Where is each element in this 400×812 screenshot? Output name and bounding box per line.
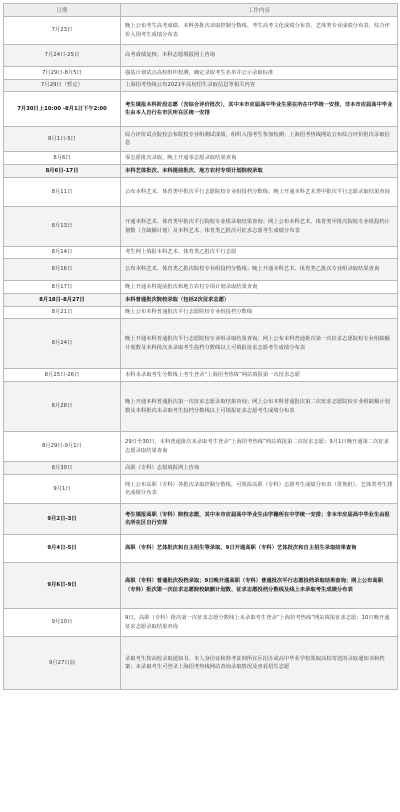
row-content: 晚上开通本科提前批次和地方农村专项计划录取结果查询 bbox=[121, 281, 398, 294]
row-content: 考生填报本科阶段志愿（含综合评价批次），其中本市应届高中毕业生须在所在中学统一安排，非本市应届高中毕业生由本人自行在市区所在区统一安排 bbox=[121, 92, 398, 127]
row-content: 29日至30日，本科普通批次未录取考生登录“上海招考热线”网站填报第二次征求志愿；9月1日晚开通第二次征求志愿录取结果查询 bbox=[121, 432, 398, 462]
row-content: 强基计划试点高校组织校测，确定录取考生名单并公示录取标准 bbox=[121, 67, 398, 80]
row-date: 8月6日 bbox=[4, 152, 121, 165]
row-content: 高职（专科）普通批次投档录取；9日晚开通高职（专科）普通批次平行志愿投档录取结果查询；网上公布高职（专科）批次第一次征求志愿院校缺额计划数、征求志愿投档分数线及线上未录取考生成绩分布表 bbox=[121, 563, 398, 609]
row-date: 9月27日前 bbox=[4, 637, 121, 690]
row-content: 晚上公布考生高考成绩、本科各批次录取控制分数线、考生高考文化成绩分布表、艺体类专业成绩分布表、综合评价入围考生成绩分布表 bbox=[121, 17, 398, 45]
row-date: 8月16日 bbox=[4, 259, 121, 281]
row-content: 公布本科艺术、体育类甲批次平行志愿院校专业组投档分数线；晚上开通本科艺术类甲批次平行志愿录取结果查询 bbox=[121, 178, 398, 207]
table-row bbox=[4, 67, 398, 80]
table-row bbox=[4, 294, 398, 307]
table-row bbox=[4, 92, 398, 127]
row-date: 8月25日-26日 bbox=[4, 369, 121, 382]
row-date: 7月29日-8月5日 bbox=[4, 67, 121, 80]
table-row bbox=[4, 247, 398, 259]
row-content: 高职（专科）艺体批次和自主招生等录取，9日开通高职（专科）艺体批次和自主招生录取结果查询 bbox=[121, 535, 398, 563]
row-date: 8月6日-17日 bbox=[4, 165, 121, 178]
table-row bbox=[4, 207, 398, 247]
row-date: 8月21日 bbox=[4, 307, 121, 319]
row-content: 考生填报高职（专科）院校志愿，其中本市应届高中毕业生由学籍所在中学统一安排；非本市应届高中毕业生由报名所在区自行安排 bbox=[121, 504, 398, 535]
table-row bbox=[4, 475, 398, 504]
row-date: 8月17日 bbox=[4, 281, 121, 294]
table-row bbox=[4, 127, 398, 152]
schedule-table bbox=[3, 3, 398, 690]
row-content: 高考成绩复核；本科志愿填报网上咨询 bbox=[121, 45, 398, 67]
row-date: 8月13日 bbox=[4, 207, 121, 247]
table-row bbox=[4, 165, 398, 178]
row-content: 网上公布高职（专科）各批次录取控制分数线，可填报高职（专科）志愿考生成绩分布表（常规批）、艺体类考生排名成绩分布表 bbox=[121, 475, 398, 504]
row-date: 9月4日-5日 bbox=[4, 535, 121, 563]
table-row bbox=[4, 432, 398, 462]
row-content: 录取考生按高校录取通知书、本人身份证和准考证到所在区招办或高中毕业学校领取高校寄送的录取通知书和档案；未录取考生可登录上海招考热线网站查询录取情况及查看招生志愿 bbox=[121, 637, 398, 690]
row-content: 晚上公布本科普通批次平行志愿院校专业组投档分数线 bbox=[121, 307, 398, 319]
row-content: 综合评价试点院校公布院校专业组测试成绩，组织入围考生参加校测；上海招考热线网站公布综合评价批次录取信息 bbox=[121, 127, 398, 152]
table-row bbox=[4, 504, 398, 535]
table-row bbox=[4, 637, 398, 690]
table-row bbox=[4, 609, 398, 637]
row-date: 7月29日（暂定） bbox=[4, 80, 121, 92]
table-row bbox=[4, 307, 398, 319]
row-date: 8月28日 bbox=[4, 382, 121, 432]
table-row bbox=[4, 319, 398, 369]
table-row bbox=[4, 281, 398, 294]
column-header-date: 日期 bbox=[4, 4, 121, 17]
row-date: 9月10日 bbox=[4, 609, 121, 637]
row-content: 晚上开通本科普通批次第一次征求志愿录取结果查询；网上公布本科普通批次第二次征求志愿院校专业组缺额计划数及本科批次未录取考生投档分数线以上可填报征求志愿考生成绩分布表 bbox=[121, 382, 398, 432]
row-content: 零志愿批次录取，晚上开通零志愿录取结果查询 bbox=[121, 152, 398, 165]
row-date: 8月18日-8月27日 bbox=[4, 294, 121, 307]
row-date: 9月1日 bbox=[4, 475, 121, 504]
table-row bbox=[4, 382, 398, 432]
table-row bbox=[4, 259, 398, 281]
row-content: 9日，高职（专科）批次第一次征求志愿分数线上未录取考生登录“上海招考热线”网站填报征求志愿；10日晚开通征求志愿录取结果查询 bbox=[121, 609, 398, 637]
row-content: 晚上开通本科普通批次平行志愿院校专业组录取结果查询；网上公布本科普通批次第一次征求志愿院校专业组缺额计划数及本科批次未录取考生投档分数线以上可填报征求志愿考生成绩分布表 bbox=[121, 319, 398, 369]
row-date: 8月1日-5日 bbox=[4, 127, 121, 152]
table-row bbox=[4, 45, 398, 67]
row-date: 9月6日-9日 bbox=[4, 563, 121, 609]
table-row bbox=[4, 462, 398, 475]
table-row bbox=[4, 178, 398, 207]
row-content: 公布本科艺术、体育类乙批次院校专业组投档分数线；晚上开通本科艺术、体育类乙批次专业组录取结果查询 bbox=[121, 259, 398, 281]
table-header-row bbox=[4, 4, 398, 17]
row-content: 考生网上填报本科艺术、体育类乙批次平行志愿 bbox=[121, 247, 398, 259]
row-content: 开通本科艺术、体育类甲批次平行院校专业组录取结果查询；网上公布本科艺术、体育类甲批次院校专业组投档计划数（含缺额计划）及本科艺术、体育类乙批次可征求志愿考生成绩分布表 bbox=[121, 207, 398, 247]
row-content: 本科未录取考生分数线上考生登录“上海招考热线”网站填报第一次征求志愿 bbox=[121, 369, 398, 382]
row-content: 本科普通批次院校录取（包括2次征求志愿） bbox=[121, 294, 398, 307]
row-date: 8月30日 bbox=[4, 462, 121, 475]
row-date: 7月23日 bbox=[4, 17, 121, 45]
table-row bbox=[4, 369, 398, 382]
row-content: 本科艺体批次、本科提前批次、地方农村专项计划院校录取 bbox=[121, 165, 398, 178]
row-date: 8月14日 bbox=[4, 247, 121, 259]
table-row bbox=[4, 563, 398, 609]
row-content: 高职（专科）志愿填报网上咨询 bbox=[121, 462, 398, 475]
row-date: 8月11日 bbox=[4, 178, 121, 207]
row-date: 8月24日 bbox=[4, 319, 121, 369]
column-header-content: 工作内容 bbox=[121, 4, 398, 17]
table-row bbox=[4, 80, 398, 92]
table-row bbox=[4, 17, 398, 45]
row-date: 7月30日上10:00 -8月1日下午2:00 bbox=[4, 92, 121, 127]
table-body bbox=[4, 17, 398, 690]
row-date: 9月2日-3日 bbox=[4, 504, 121, 535]
table-row bbox=[4, 152, 398, 165]
row-content: 上海招考热线公布2021年高校招生录取信息等相关内容 bbox=[121, 80, 398, 92]
row-date: 8月29日-9月1日 bbox=[4, 432, 121, 462]
row-date: 7月24日-25日 bbox=[4, 45, 121, 67]
table-row bbox=[4, 535, 398, 563]
